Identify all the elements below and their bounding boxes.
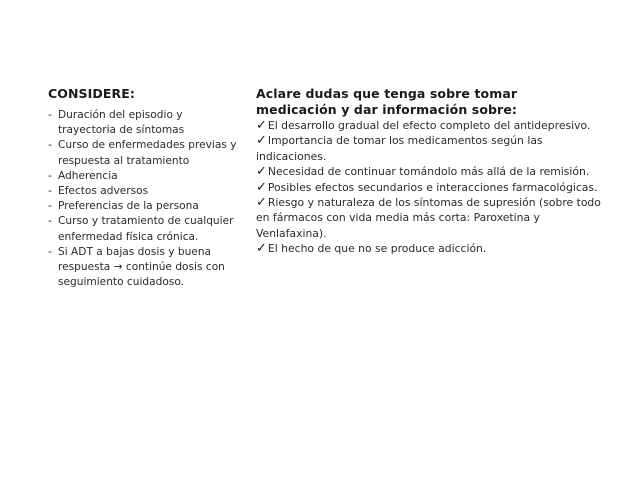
list-item: - Preferencias de la persona — [48, 200, 199, 213]
information-heading: Aclare dudas que tenga sobre tomar medicación y dar información sobre: — [256, 86, 518, 117]
info-item: ✓El desarrollo gradual del efecto completo del antidepresivo. — [256, 118, 591, 133]
info-item: ✓Importancia de tomar los medicamentos según las indicaciones. — [256, 133, 543, 163]
list-item: - Duración del episodio y trayectoria de síntomas — [48, 109, 185, 137]
checkmark-icon: ✓ — [256, 195, 267, 211]
list-item: - Adherencia — [48, 169, 118, 182]
checkmark-icon: ✓ — [256, 241, 267, 257]
info-item: ✓El hecho de que no se produce adicción. — [256, 241, 487, 257]
checkmark-icon: ✓ — [256, 118, 267, 133]
information-column — [256, 86, 601, 257]
info-item: ✓Riesgo y naturaleza de los síntomas de supresión (sobre todo en fármacos con vida media más corta: Paroxetina y Venlafaxina). — [256, 195, 601, 240]
list-item: - Si ADT a bajas dosis y buena respuesta → continúe dosis con seguimiento cuidadoso. — [48, 245, 225, 289]
list-item: - Efectos adversos — [48, 185, 149, 198]
list-item: - Curso de enfermedades previas y respuesta al tratamiento — [48, 139, 237, 167]
info-item: ✓Necesidad de continuar tomándolo más allá de la remisión. — [256, 164, 590, 180]
checkmark-icon: ✓ — [256, 164, 267, 180]
checkmark-icon: ✓ — [256, 133, 267, 149]
info-item: ✓Posibles efectos secundarios e interacciones farmacológicas. — [256, 179, 598, 195]
considere-list — [48, 108, 238, 290]
considere-column — [48, 86, 238, 290]
list-item: - Curso y tratamiento de cualquier enfermedad física crónica. — [48, 215, 234, 243]
considere-heading: CONSIDERE: — [48, 86, 135, 101]
checkmark-icon: ✓ — [256, 179, 267, 195]
